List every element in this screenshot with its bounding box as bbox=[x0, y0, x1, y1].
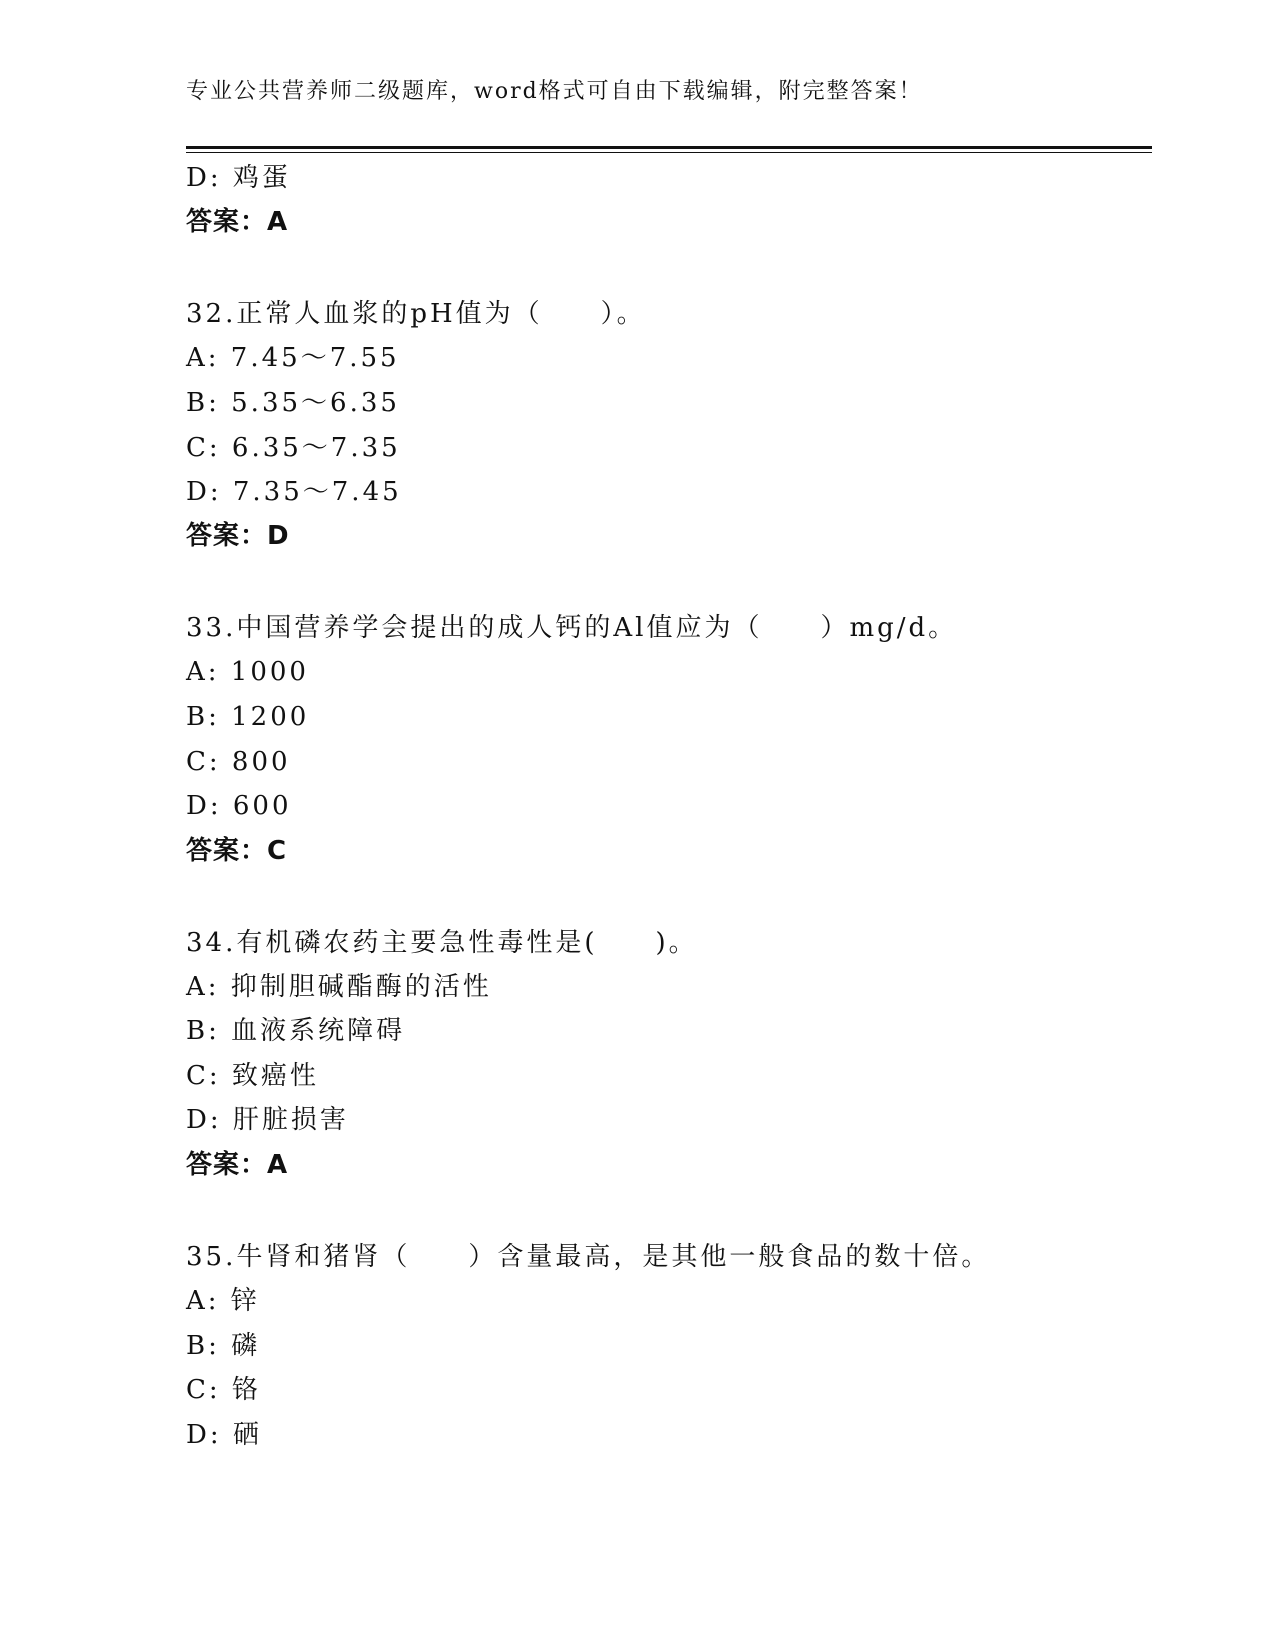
question-33-option-a: A: 1000 bbox=[186, 657, 309, 687]
question-32-option-b: B: 5.35～6.35 bbox=[186, 388, 400, 418]
question-33-stem: 33.中国营养学会提出的成人钙的Al值应为（ ）mg/d。 bbox=[186, 613, 958, 643]
question-35-option-a: A: 锌 bbox=[186, 1286, 260, 1316]
prev-option-d: D: 鸡蛋 bbox=[186, 163, 291, 193]
question-34-option-b: B: 血液系统障碍 bbox=[186, 1016, 406, 1046]
header-rule-thick bbox=[186, 146, 1152, 149]
question-33-option-c: C: 800 bbox=[186, 747, 291, 777]
question-34-option-a: A: 抑制胆碱酯酶的活性 bbox=[186, 972, 492, 1002]
question-32-option-a: A: 7.45～7.55 bbox=[186, 343, 400, 373]
question-32-option-d: D: 7.35～7.45 bbox=[186, 477, 402, 507]
question-34-stem: 34.有机磷农药主要急性毒性是( )。 bbox=[186, 928, 698, 958]
prev-answer: 答案：A bbox=[186, 207, 289, 237]
question-35-option-c: C: 铬 bbox=[186, 1375, 261, 1405]
question-33-answer: 答案：C bbox=[186, 836, 288, 866]
question-32-option-c: C: 6.35～7.35 bbox=[186, 433, 401, 463]
question-32-answer: 答案：D bbox=[186, 521, 290, 551]
question-34-answer: 答案：A bbox=[186, 1150, 289, 1180]
question-34-option-c: C: 致癌性 bbox=[186, 1061, 319, 1091]
question-35-stem: 35.牛肾和猪肾（ ）含量最高，是其他一般食品的数十倍。 bbox=[186, 1242, 991, 1272]
question-35-option-b: B: 磷 bbox=[186, 1331, 261, 1361]
question-33-option-d: D: 600 bbox=[186, 791, 292, 821]
question-35-option-d: D: 硒 bbox=[186, 1420, 262, 1450]
header-rule-thin bbox=[186, 152, 1152, 153]
question-34-option-d: D: 肝脏损害 bbox=[186, 1105, 349, 1135]
page-header: 专业公共营养师二级题库，word格式可自由下载编辑，附完整答案！ bbox=[186, 79, 923, 104]
question-33-option-b: B: 1200 bbox=[186, 702, 310, 732]
question-32-stem: 32.正常人血浆的pH值为（ ）。 bbox=[186, 299, 646, 329]
